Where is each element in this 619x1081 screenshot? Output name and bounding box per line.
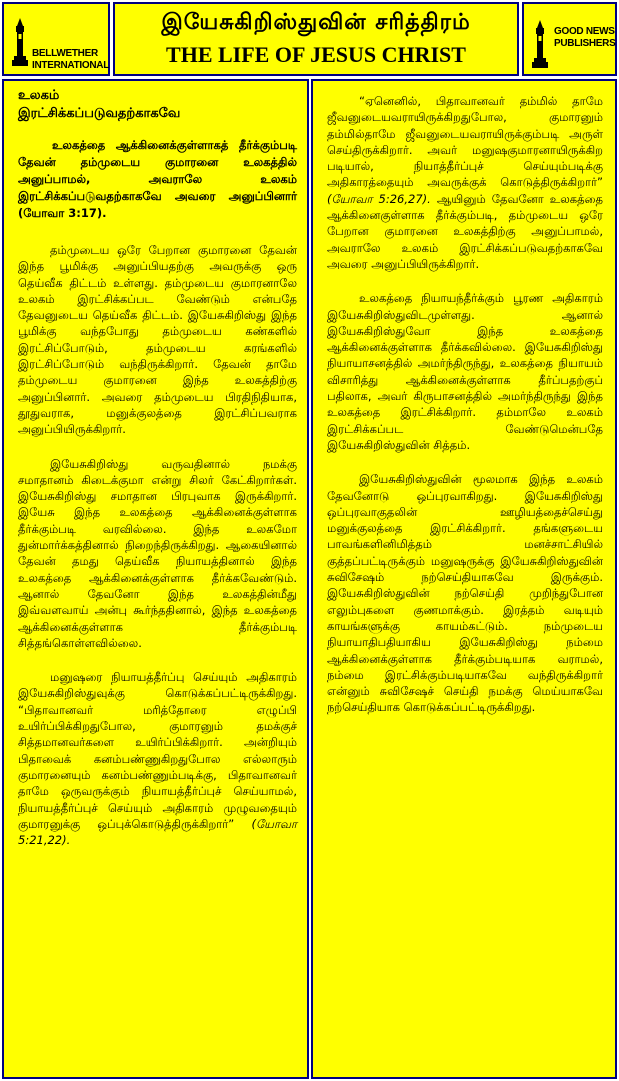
lead-verse: உலகத்தை ஆக்கினைக்குள்ளாகத் தீர்க்கும்படி தேவன் தம்முடைய குமாரனை உலகத்தில் அனுப்பாமல், அவராலே உலகம் இரட்சிக்கப்படுவதற்காகவே அவரை அனுப்பினார் (யோவா 3:17).: [18, 138, 297, 220]
paragraph: இயேசுகிறிஸ்துவின் மூலமாக இந்த உலகம் தேவனோடு ஒப்புரவாகிறது. இயேசுகிறிஸ்து ஒப்புரவாகுதலின் ஊழியத்தைச்செய்து மனுக்குலத்தை இரட்சிக்கிறார். தங்களுடைய பாவங்களினிமித்தம் மனச்சாட்சியில் குத்தப்பட்டிருக்கும் மனுஷருக்கு இயேசுகிறிஸ்துவின் சுவிசேஷம் நற்செய்தியாகவே இருக்கும். இயேசுகிறிஸ்துவின் நற்செய்தி முறிந்துபோன எலும்புகளை குணமாக்கும். இரத்தம் வடியும் காயங்களுக்கு காயம்கட்டும். நம்முடைய நியாயாதிபதியாகிய இயேசுகிறிஸ்து நம்மை ஆக்கினைக்குள்ளாக தீர்க்கும்படியாக வராமல், நம்மை இரட்சிக்கும்படியாகவே வந்திருக்கிறார் என்னும் சுவிசேஷச் செய்தி நமக்கு மெய்யாகவே நற்செய்தியாக கொடுக்கப்பட்டிருக்கிறது.: [327, 472, 603, 715]
bellwether-logo: [2, 2, 110, 76]
scripture-reference: (யோவா 5:26,27).: [327, 191, 431, 206]
good-news-logo-text: [554, 26, 615, 50]
scripture-reference: (யோவா 5:21,22).: [18, 816, 297, 848]
paragraph-text: “ஏனெனில், பிதாவானவர் தம்மில் தாமே ஜீவனுடையவராயிருக்கிறதுபோல, குமாரனும் தம்மில்தாமே ஜீவனுடையவராயிருக்கும்படி அருள் செய்திருக்கிறார். அவர் மனுஷகுமாரனாயிருக்கிற படியால், நியாத்தீர்ப்புச் செய்யும்படிக்கு அதிகாரத்தையும் அவருக்குக் கொடுத்திருக்கிறார்”: [327, 94, 603, 190]
paragraph: [18, 669, 297, 848]
page-title-tamil: இயேசுகிறிஸ்துவின் சரித்திரம்: [161, 10, 471, 35]
logo-line-2: INTERNATIONAL: [32, 60, 110, 71]
page-header: [0, 0, 619, 80]
paragraph: [327, 93, 603, 272]
title-box: [113, 2, 519, 76]
tower-icon: [532, 20, 548, 68]
bellwether-logo-text: [32, 48, 109, 72]
logo-line-1: GOOD NEWS: [554, 26, 615, 37]
paragraph: உலகத்தை நியாயந்தீர்க்கும் பூரண அதிகாரம் இயேசுகிறிஸ்துவிடமுள்ளது. ஆனால் இயேசுகிறிஸ்துவோ இந்த உலகத்தை ஆக்கினைக்குள்ளாக தீர்க்கவில்லை. இயேசுகிறிஸ்து நியாயாசனத்தில் அமர்ந்திருந்து, உலகத்தை நியாயம் விசாரித்து ஆக்கினைக்குள்ளாக தீர்ப்பதற்குப் பதிலாக, அவர் கிருபாசனத்தில் அமர்ந்திருந்து இந்த உலகத்தை இரட்சிக்கிறார். தம்மாலே உலகம் இரட்சிக்கப்பட வேண்டுமென்பதே இயேசுகிறிஸ்துவின் சித்தம்.: [327, 291, 603, 452]
paragraph-text: மனுஷரை நியாயத்தீர்ப்பு செய்யும் அதிகாரம் இயேசுகிறிஸ்துவுக்கு கொடுக்கப்பட்டிருக்கிறது. “பிதாவானவர் மரித்தோரை எழுப்பி உயிர்ப்பிக்கிறதுபோல, குமாரனும் தமக்குச் சித்தமானவர்களை உயிர்ப்பிக்கிறார். அன்றியும் பிதாவைக் கனம்பண்ணுகிறதுபோல எல்லாரும் குமாரனையும் கனம்பண்ணும்படிக்கு, பிதாவானவர் தாமே ஒருவருக்கும் நியாயத்தீர்ப்புச் செய்யாமல், நியாயத்தீர்ப்புச் செய்யும் அதிகாரம் முழுவதையும் குமாரனுக்கு ஒப்புக்கொடுத்திருக்கிறார்”: [18, 670, 297, 831]
left-column: [2, 79, 309, 1079]
section-heading-2: இரட்சிக்கப்படுவதற்காகவே: [18, 106, 181, 121]
good-news-logo: [522, 2, 617, 76]
logo-line-1: BELLWETHER: [32, 48, 98, 59]
section-heading-1: உலகம்: [18, 88, 60, 103]
right-column: [311, 79, 617, 1079]
tower-icon: [12, 18, 28, 66]
paragraph-text: ஆயினும் தேவனோ உலகத்தை ஆக்கினைகுள்ளாக தீர்க்கும்படி, தம்முடைய ஒரே பேறான குமாரனை உலகத்திற்கு அனுப்பாமல், அவராலே உலகம் இரட்சிக்கப்படுவதற்காகவே அவரை அனுப்பியிருக்கிறார்.: [327, 191, 603, 271]
paragraph: தம்முடைய ஒரே பேறான குமாரனை தேவன் இந்த பூமிக்கு அனுப்பியதற்கு அவருக்கு ஒரு தெய்வீக திட்டம் உள்ளது. தம்முடைய குமாரனாலே உலகம் இரட்சிக்கப்பட வேண்டும் என்பதே தேவனுடைய தெய்வீக திட்டம். இயேசுகிறிஸ்து இந்த பூமிக்கு வந்தபோது தம்முடைய கண்களில் இரட்சிப்போடும், தம்முடைய கரங்களில் இரட்சிப்போடும் வந்திருக்கிறார். தேவன் தாமே தம்முடைய குமாரனை இந்த உலகத்திற்கு அனுப்பினார். அவரை தம்முடைய பிரதிநிதியாக, தூதுவராக, மனுக்குலத்தை இரட்சிப்பவராக அனுப்பியிருக்கிறார்.: [18, 243, 297, 437]
page-title-english: THE LIFE OF JESUS CHRIST: [166, 42, 466, 67]
paragraph: இயேசுகிறிஸ்து வருவதினால் நமக்கு சமாதானம் கிடைக்குமா என்று சிலர் கேட்கிறார்கள். இயேசுகிறிஸ்து சமாதான பிரபுவாக இருக்கிறார். இயேசு இந்த உலகத்தை ஆக்கினைக்குள்ளாக தீர்க்கும்படி வரவில்லை. இந்த உலகமோ துன்மார்க்கத்தினால் நிறைந்திருக்கிறது. ஆகையினால் தேவன் தமது தெய்வீக நியாயத்தினால் இந்த உலகத்தை ஆக்கினைக்குள்ளாக தீர்க்கவேண்டும். ஆனால் தேவனோ இந்த உலகத்தின்மீது இவ்வளவாய் அன்பு கூர்ந்ததினால், இந்த உலகத்தை ஆக்கினைக்குள்ளாக தீர்க்கும்படி சித்தங்கொள்ளவில்லை.: [18, 456, 297, 650]
logo-line-2: PUBLISHERS: [554, 38, 616, 49]
